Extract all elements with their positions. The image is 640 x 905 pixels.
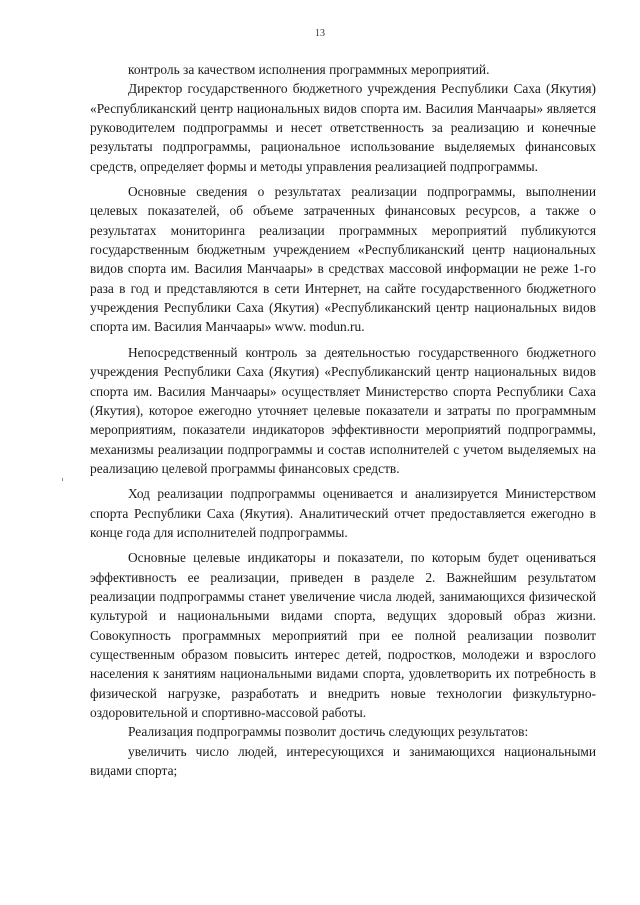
paragraph-results-intro: Реализация подпрограммы позволит достичь следующих результатов: xyxy=(128,724,529,740)
paragraph-indicators: Основные целевые индикаторы и показатели, по которым будет оцениваться эффективность ее реализации, приведен в разделе 2. Важнейшим результатом реализации подпрограммы станет увеличение числа людей, занимающихся физической культурой и национальными видами спорта, ведущих здоровый образ жизни. Совокупность программных мероприятий при ее полной реализации позволит существенным образом повысить интерес детей, подростков, молодежи и взрослого населения к занятиям национальными видами спорта, удовлетворить их потребность в физической нагрузке, разработать и внедрить новые технологии физкультурно-оздоровительной и спортивно-массовой работы. xyxy=(90,550,596,720)
paragraph-continuation: контроль за качеством исполнения программных мероприятий. xyxy=(128,62,490,77)
page-number: 13 xyxy=(315,28,325,39)
scan-artifact-mark xyxy=(62,478,63,481)
paragraph-analysis: Ход реализации подпрограммы оценивается и анализируется Министерством спорта Республики Саха (Якутия). Аналитический отчет предоставляется ежегодно в конце года для исполнителей подпрограммы. xyxy=(90,486,596,540)
paragraph-result-item: увеличить число людей, интересующихся и занимающихся национальными видами спорта; xyxy=(90,743,596,779)
paragraph-publication: Основные сведения о результатах реализации подпрограммы, выполнении целевых показателей, об объеме затраченных финансовых ресурсов, а также о результатах мониторинга реализации программных мероприятий публикуются государственным бюджетным учреждением «Республиканский центр национальных видов спорта им. Василия Манчаары» в средствах массовой информации не реже 1-го раза в год и представляются в сети Интернет, на сайте государственного бюджетного учреждения Республики Саха (Якутия) «Республиканский центр национальных видов спорта им. Василия Манчаары» www. modun.ru. xyxy=(90,184,596,335)
paragraph-director-responsibility: Директор государственного бюджетного учреждения Республики Саха (Якутия) «Республиканский центр национальных видов спорта им. Василия Манчаары» является руководителем подпрограммы и несет ответственность за реализацию и конечные результаты подпрограммы, рациональное использование выделяемых финансовых средств, определяет формы и методы управления реализацией подпрограммы. xyxy=(90,81,596,174)
document-body xyxy=(90,60,596,780)
paragraph-ministry-control: Непосредственный контроль за деятельностью государственного бюджетного учреждения Республики Саха (Якутия) «Республиканский центр национальных видов спорта им. Василия Манчаары» осуществляет Министерство спорта Республики Саха (Якутия), которое ежегодно уточняет целевые показатели и затраты по программным мероприятиям, показатели индикаторов эффективности мероприятий подпрограммы, механизмы реализации подпрограммы и состав исполнителей с учетом выделяемых на реализацию целевой программы финансовых средств. xyxy=(90,344,596,476)
